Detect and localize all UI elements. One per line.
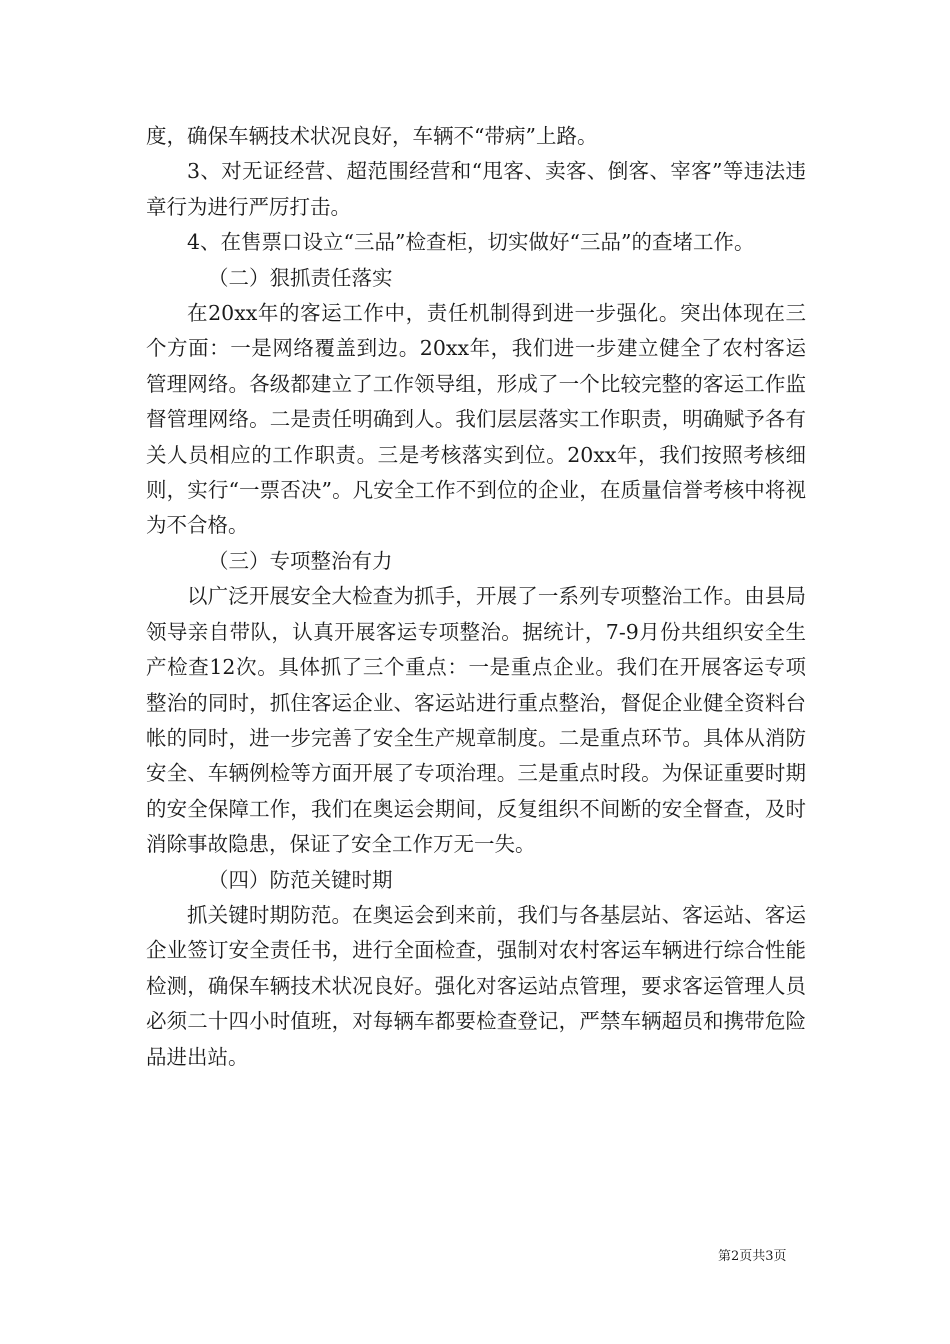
paragraph-key-period: 抓关键时期防范。在奥运会到来前，我们与各基层站、客运站、客运企业签订安全责任书，进行全面检查，强制对农村客运车辆进行综合性能检测，确保车辆技术状况良好。强化对客运站点管理，要求客运管理人员必须二十四小时值班，对每辆车都要检查登记，严禁车辆超员和携带危险品进出站。 — [146, 902, 806, 1069]
page-number: 第2页共3页 — [718, 1249, 787, 1264]
paragraph-continuation: 度，确保车辆技术状况良好，车辆不“带病”上路。 — [146, 124, 598, 148]
section-heading-4: （四）防范关键时期 — [208, 867, 393, 892]
section-heading-3: （三）专项整治有力 — [208, 548, 393, 573]
document-body — [146, 119, 806, 1075]
paragraph-item-3: 3、对无证经营、超范围经营和“甩客、卖客、倒客、宰客”等违法违章行为进行严厉打击。 — [146, 159, 806, 219]
section-heading-2: （二）狠抓责任落实 — [208, 265, 393, 290]
paragraph-item-4: 4、在售票口设立“三品”检查柜，切实做好“三品”的查堵工作。 — [187, 230, 755, 255]
paragraph-special-rectification: 以广泛开展安全大检查为抓手，开展了一系列专项整治工作。由县局领导亲自带队，认真开展客运专项整治。据统计，7-9月份共组织安全生产检查12次。具体抓了三个重点：一是重点企业。我们在开展客运专项整治的同时，抓住客运企业、客运站进行重点整治，督促企业健全资料台帐的同时，进一步完善了安全生产规章制度。二是重点环节。具体从消防安全、车辆例检等方面开展了专项治理。三是重点时段。为保证重要时期的安全保障工作，我们在奥运会期间，反复组织不间断的安全督查，及时消除事故隐患，保证了安全工作万无一失。 — [146, 584, 806, 857]
paragraph-responsibility: 在20xx年的客运工作中，责任机制得到进一步强化。突出体现在三个方面：一是网络覆盖到边。20xx年，我们进一步建立健全了农村客运管理网络。各级都建立了工作领导组，形成了一个比较完整的客运工作监督管理网络。二是责任明确到人。我们层层落实工作职责，明确赋予各有关人员相应的工作职责。三是考核落实到位。20xx年，我们按照考核细则，实行“一票否决”。凡安全工作不到位的企业，在质量信誉考核中将视为不合格。 — [146, 301, 806, 538]
